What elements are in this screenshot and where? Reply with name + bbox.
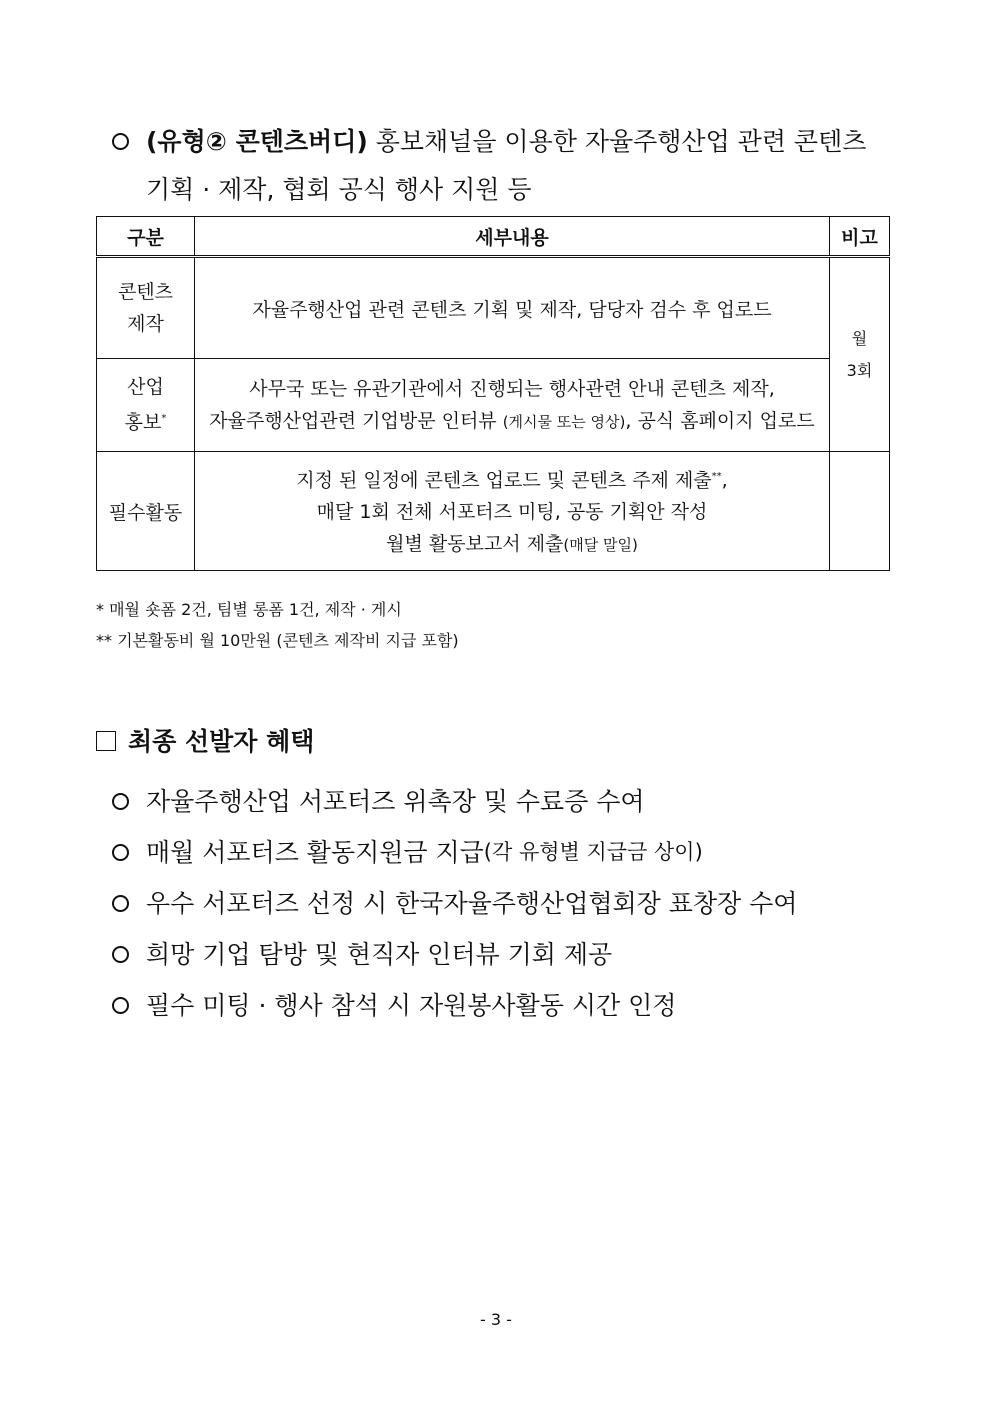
bullet-circle-icon [108,118,146,166]
table-row [97,359,890,452]
bullet-circle-icon [108,929,146,980]
row-details: 사무국 또는 유관기관에서 진행되는 행사관련 안내 콘텐츠 제작, 자율주행산업관련 기업방문 인터뷰 (게시물 또는 영상), 공식 홈페이지 업로드 [195,359,830,452]
list-item: 매월 서포터즈 활동지원금 지급 (각 유형별 지급금 상이) [108,827,797,878]
type-label: (유형② 콘텐츠버디) [146,127,368,156]
row-details: 자율주행산업 관련 콘텐츠 기획 및 제작, 담당자 검수 후 업로드 [195,257,830,359]
footnote: * 매월 숏폼 2건, 팀별 롱폼 1건, 제작 · 게시 [96,600,402,619]
activity-table [96,216,890,571]
table-row [97,257,890,359]
intro-text-line1: 홍보채널을 이용한 자율주행산업 관련 콘텐츠 [367,127,867,156]
page-number: - 3 - [480,1310,512,1329]
row-category: 산업 홍보* [97,359,195,452]
bullet-circle-icon [108,980,146,1031]
list-item: 필수 미팅 · 행사 참석 시 자원봉사활동 시간 인정 [108,980,797,1031]
section-title: 최종 선발자 혜택 [128,727,315,756]
intro-paragraph [108,118,908,214]
row-category: 필수활동 [97,452,195,571]
section-heading [96,724,314,760]
row-details: 지정 된 일정에 콘텐츠 업로드 및 콘텐츠 주제 제출**, 매달 1회 전체 서포터즈 미팅, 공동 기획안 작성 월별 활동보고서 제출(매달 말일) [195,452,830,571]
footnote: ** 기본활동비 월 10만원 (콘텐츠 제작비 지급 포함) [96,631,459,650]
header-category: 구분 [97,217,195,257]
intro-text-line2: 기획 · 제작, 협회 공식 행사 지원 등 [146,175,532,204]
row-note: 월 3회 [830,257,890,452]
list-item: 자율주행산업 서포터즈 위촉장 및 수료증 수여 [108,776,797,827]
list-item: 희망 기업 탐방 및 현직자 인터뷰 기회 제공 [108,929,797,980]
checkbox-square-icon [96,731,116,751]
bullet-circle-icon [108,827,146,878]
benefits-list [108,776,797,1031]
row-note-empty [830,452,890,571]
header-note: 비고 [830,217,890,257]
table-header-row [97,217,890,257]
bullet-circle-icon [108,878,146,929]
table-row [97,452,890,571]
row-category: 콘텐츠 제작 [97,257,195,359]
list-item: 우수 서포터즈 선정 시 한국자율주행산업협회장 표창장 수여 [108,878,797,929]
header-details: 세부내용 [195,217,830,257]
bullet-circle-icon [108,776,146,827]
footnotes [96,594,459,656]
